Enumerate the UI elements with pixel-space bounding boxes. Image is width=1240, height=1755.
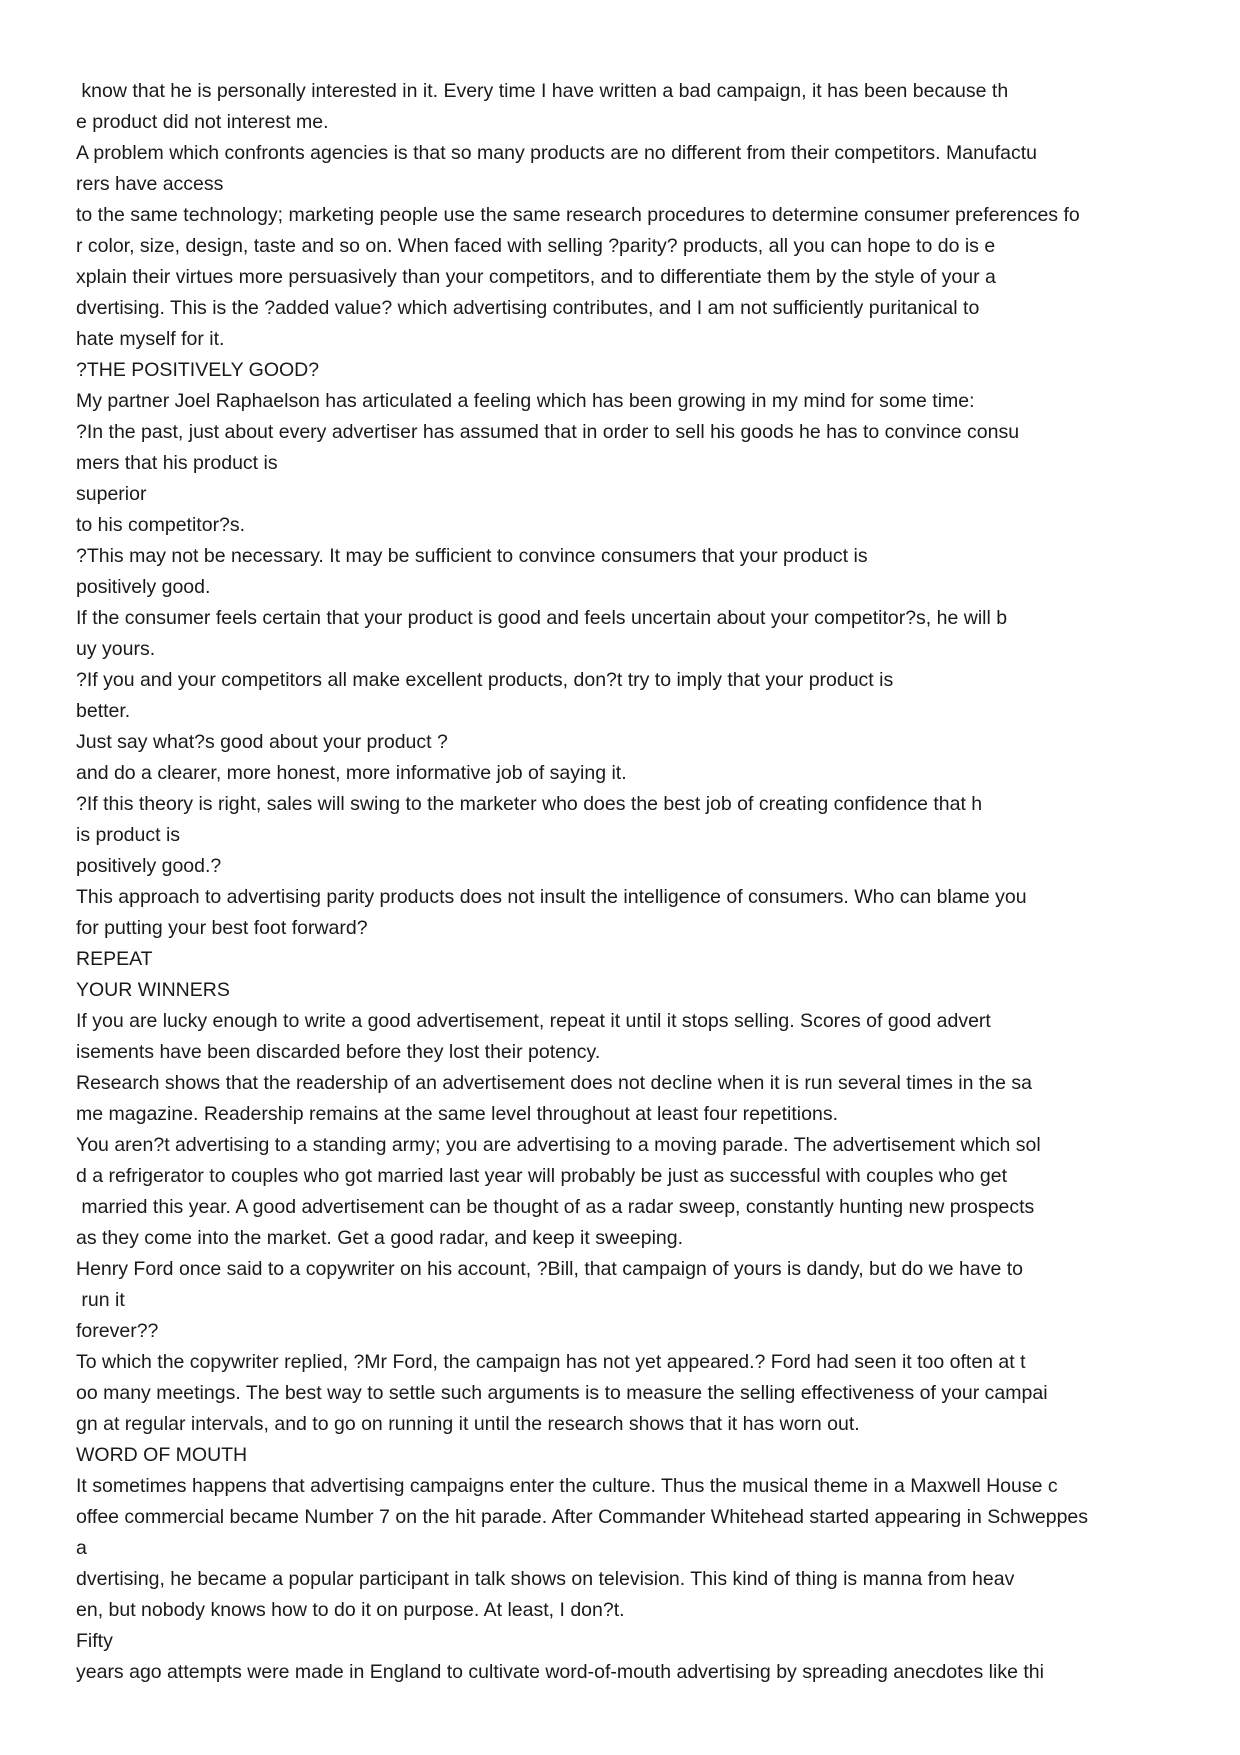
- text-line: Henry Ford once said to a copywriter on his account, ?Bill, that campaign of yours is dandy, but do we have to: [76, 1258, 1023, 1280]
- text-line: married this year. A good advertisement can be thought of as a radar sweep, constantly hunting new prospects: [76, 1196, 1035, 1218]
- text-line: positively good.?: [76, 855, 222, 877]
- text-line: Research shows that the readership of an advertisement does not decline when it is run several times in the sa: [76, 1072, 1033, 1094]
- text-line: d a refrigerator to couples who got married last year will probably be just as successful with couples who get: [76, 1165, 1008, 1187]
- text-line: gn at regular intervals, and to go on running it until the research shows that it has worn out.: [76, 1413, 860, 1435]
- text-line: ?If this theory is right, sales will swing to the marketer who does the best job of creating confidence that h: [76, 793, 983, 815]
- text-line: years ago attempts were made in England to cultivate word-of-mouth advertising by spreading anecdotes like thi: [76, 1661, 1044, 1683]
- text-line: isements have been discarded before they lost their potency.: [76, 1041, 601, 1063]
- text-line: me magazine. Readership remains at the same level throughout at least four repetitions.: [76, 1103, 838, 1125]
- text-line: superior: [76, 483, 147, 505]
- text-line: ?In the past, just about every advertiser has assumed that in order to sell his goods he has to convince consu: [76, 421, 1020, 443]
- text-line: REPEAT: [76, 948, 153, 970]
- text-line: My partner Joel Raphaelson has articulated a feeling which has been growing in my mind for some time:: [76, 390, 975, 412]
- text-line: mers that his product is: [76, 452, 278, 474]
- text-line: hate myself for it.: [76, 328, 225, 350]
- text-line: better.: [76, 700, 131, 722]
- text-line: r color, size, design, taste and so on. When faced with selling ?parity? products, all you can hope to do is e: [76, 235, 996, 257]
- text-line: oo many meetings. The best way to settle such arguments is to measure the selling effectiveness of your campai: [76, 1382, 1048, 1404]
- text-line: A problem which confronts agencies is that so many products are no different from their competitors. Manufactu: [76, 142, 1038, 164]
- text-line: dvertising, he became a popular participant in talk shows on television. This kind of thing is manna from heav: [76, 1568, 1015, 1590]
- text-line: a: [76, 1537, 87, 1559]
- text-line: ?THE POSITIVELY GOOD?: [76, 359, 320, 381]
- text-line: positively good.: [76, 576, 211, 598]
- text-line: You aren?t advertising to a standing army; you are advertising to a moving parade. The advertisement which sol: [76, 1134, 1041, 1156]
- text-line: forever??: [76, 1320, 159, 1342]
- text-line: If you are lucky enough to write a good advertisement, repeat it until it stops selling. Scores of good advert: [76, 1010, 991, 1032]
- text-line: ?If you and your competitors all make excellent products, don?t try to imply that your product is: [76, 669, 894, 691]
- text-line: If the consumer feels certain that your product is good and feels uncertain about your competitor?s, he will b: [76, 607, 1008, 629]
- text-line: WORD OF MOUTH: [76, 1444, 248, 1466]
- document-page: [76, 76, 1176, 1688]
- text-line: en, but nobody knows how to do it on purpose. At least, I don?t.: [76, 1599, 625, 1621]
- text-line: dvertising. This is the ?added value? which advertising contributes, and I am not sufficiently puritanical to: [76, 297, 980, 319]
- text-line: run it: [76, 1289, 125, 1311]
- text-line: uy yours.: [76, 638, 156, 660]
- text-line: for putting your best foot forward?: [76, 917, 368, 939]
- text-line: Fifty: [76, 1630, 113, 1652]
- text-line: is product is: [76, 824, 181, 846]
- text-line: to the same technology; marketing people use the same research procedures to determine consumer preferences fo: [76, 204, 1080, 226]
- text-line: ?This may not be necessary. It may be sufficient to convince consumers that your product is: [76, 545, 868, 567]
- text-line: To which the copywriter replied, ?Mr Ford, the campaign has not yet appeared.? Ford had seen it too often at t: [76, 1351, 1026, 1373]
- text-line: know that he is personally interested in it. Every time I have written a bad campaign, it has been because th: [76, 80, 1009, 102]
- text-line: as they come into the market. Get a good radar, and keep it sweeping.: [76, 1227, 684, 1249]
- text-line: e product did not interest me.: [76, 111, 329, 133]
- text-line: It sometimes happens that advertising campaigns enter the culture. Thus the musical theme in a Maxwell House c: [76, 1475, 1058, 1497]
- text-line: offee commercial became Number 7 on the hit parade. After Commander Whitehead started appearing in Schweppes: [76, 1506, 1089, 1528]
- text-line: xplain their virtues more persuasively than your competitors, and to differentiate them by the style of your a: [76, 266, 996, 288]
- text-line: Just say what?s good about your product ?: [76, 731, 448, 753]
- text-line: rers have access: [76, 173, 224, 195]
- text-line: and do a clearer, more honest, more informative job of saying it.: [76, 762, 627, 784]
- text-line: YOUR WINNERS: [76, 979, 230, 1001]
- text-line: to his competitor?s.: [76, 514, 246, 536]
- text-line: This approach to advertising parity products does not insult the intelligence of consumers. Who can blame you: [76, 886, 1027, 908]
